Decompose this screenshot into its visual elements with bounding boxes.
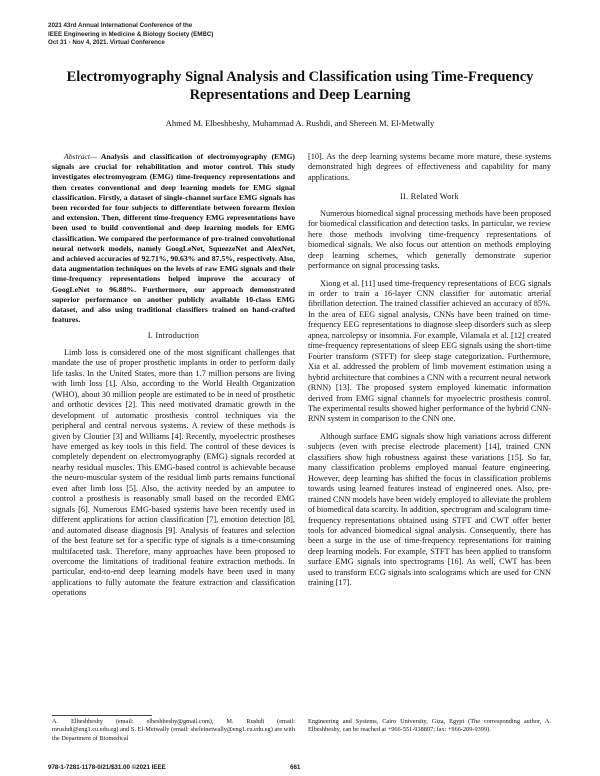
abstract-label: Abstract— xyxy=(64,152,97,161)
conference-header xyxy=(48,22,368,48)
related-work-paragraph-2: Xiong et al. [11] used time-frequency representations of ECG signals in order to train a 16-layer CNN classifier for automatic arterial fibrillation detection. The trained classifier achieved an accuracy of 85%. In the area of EEG signal analysis, CNNs have been trained on time-frequency EEG representations to diagnose sleep disorders such as sleep apnea, narcolepsy or insomnia. For example, Vilamala et al. [12] created time-frequency representations of sleep EEG signals using the short-time Fourier transform (STFT) for sleep stage categorization. Furthermore, Xia et al. addressed the problem of limb movement estimation using a hybrid architecture that combines a CNN with a recurrent neural network (RNN) [13]. The proposed system employed kinematic information derived from EMG signal channels for myoelectric prosthesis control. The experimental results showed higher performance of the hybrid CNN-RNN system in comparison to the CNN one. xyxy=(308,278,551,424)
paper-title: Electromyography Signal Analysis and Classification using Time-Frequency Representations and Deep Learning xyxy=(66,69,534,103)
footnote-divider xyxy=(52,715,152,716)
copyright-isbn: 978-1-7281-1178-0/21/$31.00 ©2021 IEEE xyxy=(48,764,166,771)
right-column xyxy=(308,152,551,596)
conference-line-2: IEEE Engineering in Medicine & Biology Society (EMBC) xyxy=(48,30,214,38)
section-heading-related-work: II. Related Work xyxy=(400,192,459,202)
introduction-continuation: [10]. As the deep learning systems became more mature, these systems demonstrated high degrees of effectiveness and capability for many applications. xyxy=(308,152,551,182)
abstract xyxy=(52,152,295,325)
conference-line-3: Oct 31 - Nov 4, 2021. Virtual Conference xyxy=(48,39,165,46)
author-affiliation-footnote-right: Engineering and Systems, Cairo University, Giza, Egypt (The corresponding author, A. Elbeshbeshy, can be reached at +966-551-938807; fax: +966-209-9399). xyxy=(308,718,551,734)
section-heading-introduction: I. Introduction xyxy=(147,331,200,341)
conference-line-1: 2021 43rd Annual International Conference of the xyxy=(48,22,193,29)
abstract-text: Analysis and classification of electromyography (EMG) signals are crucial for rehabilitation and motor control. This study investigates electromyogram (EMG) time-frequency representations and then creates conventional and deep learning models for EMG signal classification. Firstly, a dataset of single-channel surface EMG signals has been recorded for four subjects to differentiate between forearm flexion and extension. Then, different time-frequency EMG representations have been used to build conventional and deep learning models for EMG classification. We compared the performance of pre-trained convolutional neural network models, namely GoogLeNet, SqueezeNet and AlexNet, and achieved accuracies of 92.71%, 90.63% and 87.5%, respectively. Also, data augmentation techniques on the levels of raw EMG signals and their time-frequency representations helped improve the accuracy of GoogLeNet to 96.88%. Furthermore, our approach demonstrated superior performance on another publicly available 10-class EMG dataset, and also using traditional classifiers trained on hand-crafted features. xyxy=(52,152,295,325)
page-number: 661 xyxy=(290,764,301,771)
author-list: Ahmed M. Elbeshbeshy, Muhammad A. Rushdi, and Shereen M. El-Metwally xyxy=(165,118,435,128)
left-column xyxy=(52,152,295,606)
author-affiliation-footnote-left: A. Elbeshbeshy (email: elbeshbeshy@gmail.com), M. Rushdi (email: mrushdi@eng1.cu.edu.eg) and S. El-Metwally (email: sheleinetwally@eng1.cu.edu.eg) are with the Department of Biomedical xyxy=(52,718,295,742)
introduction-paragraph: Limb loss is considered one of the most significant challenges that mandate the use of proper prosthetic implants in order to perform daily life tasks. In the United States, more than 1.7 million persons are living with limb loss [1]. Also, according to the World Health Organization (WHO), about 30 million people are estimated to be in need of prosthetic and orthotic devices [2]. This need motivated dramatic growth in the development of automatic prosthesis control techniques via the peripheral and central nervous systems. A review of these methods is given by Cloutier [3] and Williams [4]. Recently, myoelectric prostheses have emerged as key tools in this field. The control of these devices is completely dependent on electromyography (EMG) signals recorded at nearby residual muscles. This EMG-based control is achievable because the neuro-muscular system of the residual limb parts remains functional even after limb loss [5]. Also, the activity needed by an amputee to control a prosthesis is reasonably small based on the recorded EMG signals [6]. Numerous EMG-based systems have been recently used in different applications for action classification [7], emotion detection [8], and automated disease diagnosis [9]. Analysis of features and selection of the best feature set for a specific type of signals is a time-consuming multifaceted task. Therefore, many approaches have been proposed to overcome the limitations of traditional feature extraction methods. In particular, end-to-end deep learning models have been used in many applications to fully automate the feature extraction and classification operations xyxy=(52,347,295,598)
related-work-paragraph-3: Although surface EMG signals show high variations across different subjects (even with precise electrode placement) [14], trained CNN classifiers show high robustness against these variations [15]. So far, many classification problems employed manual feature engineering. However, deep learning has shifted the focus in classification problems towards using learned features instead of engineered ones. Also, pre-trained CNN models have been widely employed to alleviate the problem of biomedical data scarcity. In addition, spectrogram and scalogram time-frequency representations obtained using STFT and CWT offer better tools for advanced biomedical signal analysis. Consequently, there has been a surge in the use of time-frequency representations for training deep learning models. For example, STFT has been applied to transform surface EMG signals into spectrograms [16]. As well, CWT has been used to transform ECG signals into scalograms which are used for CNN training [17]. xyxy=(308,431,551,588)
related-work-paragraph-1: Numerous biomedical signal processing methods have been proposed for biomedical classification and detection tasks. In particular, we review here those methods involving time-frequency representations of biomedical signals. We also focus our attention on methods employing deep learning schemes, which generally demonstrate superior performance on signal processing tasks. xyxy=(308,208,551,271)
